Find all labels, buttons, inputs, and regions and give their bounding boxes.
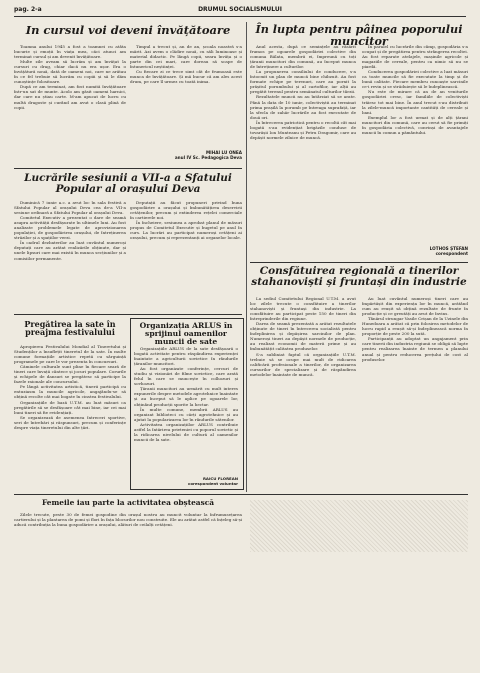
article-paragraph: În paralel cu lucrările din câmp, gospodăria s-a ocupat și de pregătirea pentru strângerea recoltei. Au fost reparate atelajele, mașinile agricole și magaziile de cereale, pentru ca nimic să nu se piardă.: [362, 44, 468, 70]
column-rule: [246, 22, 247, 492]
article-body-paine-col1: [250, 44, 356, 258]
article-paragraph: În cadrul dezbaterilor au luat cuvântul numeroși deputați care au arătat realizările obținute, dar și unele lipsuri care mai există în munca secțiunilor și a comisiilor permanente.: [14, 240, 126, 261]
article-paragraph: Se organizează de asemenea întreceri sportive, seri de întrebări și răspunsuri, precum și conferințe despre viața tineretului din alte țări.: [14, 414, 126, 430]
running-head: [14, 4, 466, 17]
article-body-invatatoare-col2: [130, 44, 242, 148]
scan-texture: [250, 500, 468, 552]
article-paragraph: În întrecerea patriotică pentru o recoltă cât mai bogată s-au evidențiat brigăzile conduse de tovarășii Ion Munteanu și Petru Dragomir, care au depășit normele zilnice de muncă.: [250, 119, 356, 140]
article-body-femeile: [14, 512, 242, 552]
article-paragraph: Zilele trecute, peste 30 de femei gospodine din orașul nostru au muncit voluntar la înfrumusețarea cartierului și la plantarea de pomi și flori în fața blocurilor nou construite. Ele au arătat astfel că înțeleg să-și aducă contribuția la buna gospodărire a orașului, alături de ceilalți cetățeni.: [14, 512, 242, 528]
article-paragraph: În multe comune, membrii ARLUS au organizat biblioteci cu cărți agrotehnice și au ajutat la popularizarea lor în rândurile sătenilor.: [134, 406, 238, 422]
article-paragraph: Cu fiecare zi ce trece simt cât de frumoasă este munca de învățătoare. Și mă bucur că am ales acest drum, pe care îl urmez cu toată inima.: [130, 69, 242, 85]
article-paragraph: Darea de seamă prezentată a arătat rezultatele obținute de tineri în întrecerea socialistă pentru îndeplinirea și depășirea sarcinilor de plan. Numeroși tineri au depășit normele de producție, au realizat economii de materii prime și au îmbunătățit calitatea produselor.: [250, 321, 356, 352]
divider: [14, 494, 468, 495]
divider: [14, 314, 242, 315]
article-body-consfatuire-col1: [250, 296, 356, 492]
article-body-sfatul-popular-col1: [14, 200, 126, 310]
article-signature-invatatoare: MIHAI LU ONEA anul IV Sc. Pedagogica Deva: [174, 150, 242, 160]
article-title-arlus: Organizația ARLUS în sprijinul oamenilor muncii de sate: [139, 321, 233, 346]
article-paragraph: Organizațiile de bază U.T.M. au luat măsuri ca pregătirile să se desfășoare cât mai bine, iar cei mai buni tineri să fie evidențiați.: [14, 399, 126, 415]
article-paragraph: Au fost organizate conferințe, cercuri de studiu și vizionări de filme sovietice, care arată felul în care se muncește în colhozuri și sovhozuri.: [134, 366, 238, 387]
article-paragraph: Deputații au făcut propuneri privind buna gospodărire a orașului și îmbunătățirea deservirii cetățenilor, precum și extinderea rețelei comerciale în cartierele noi.: [130, 200, 242, 221]
article-signature-paine: LOTHOS ȘTEFAN corespondent: [429, 246, 468, 256]
article-paragraph: Pe lângă activitatea artistică, tinerii participă cu entuziasm la muncile agricole, angajându-se să obțină recolte cât mai bogate în cinstea festivalului.: [14, 384, 126, 400]
article-body-sate: [14, 344, 126, 486]
article-paragraph: Comitetul Executiv a prezentat o dare de seamă asupra activității desfășurate în ultimele luni. Au fost analizate problemele legate de aprovizionarea populației, de gospodărirea orașului, de întreținerea străzilor și a spațiilor verzi.: [14, 215, 126, 241]
article-signature-arlus: RAICU FLOREAN corespondent voluntar: [188, 476, 238, 486]
article-title-paine: În lupta pentru pâinea poporului muncitor: [255, 22, 463, 48]
article-paragraph: Căminele culturale sunt pline în fiecare seară de tineri care învață cântece și jocuri populare. Corurile și echipele de dansuri se pregătesc să participe la fazele raionale ale concursului.: [14, 364, 126, 385]
article-paragraph: La propunerea consiliului de conducere, s-a întocmit un plan de muncă bine chibzuit. Au fost formate echipe pe terenuri, care au pornit la prășitul porumbului și al cartofilor, iar alții au pregătit terenul pentru semănatul culturilor târzii.: [250, 69, 356, 95]
article-paragraph: Au luat cuvântul numeroși tineri care au împărtășit din experiența lor în muncă, arătând cum au reușit să obțină rezultate de frunte în producție și ce greutăți au avut de învins.: [362, 296, 468, 317]
article-paragraph: Exemplul lor a fost urmat și de alți țărani muncitori din comună, care au cerut să fie primiți în gospodăria colectivă, convinși de avantajele muncii în comun a pământului.: [362, 114, 468, 135]
article-title-femeile: Femeile iau parte la activitatea obștească: [41, 498, 215, 507]
article-body-sfatul-popular-col2: [130, 200, 242, 310]
article-paragraph: Multe zile aveam să lucrăm și am învățat la cursuri cu drag, chiar dacă nu era ușor. Era o învățătură nouă, dată de oameni noi, care ne arătau în ce fel trebuie să lucrăm cu copiii și să le dăm cunoștințe folositoare.: [14, 59, 126, 85]
article-body-consfatuire-col2: [362, 296, 468, 492]
article-title-sate: Pregătirea la sate în preajma festivalului: [24, 319, 116, 338]
article-title-sfatul-popular: Lucrările sesiunii a VII-a a Sfatului Popular al orașului Deva: [24, 172, 232, 196]
article-paragraph: Organizațiile ARLUS de la sate desfășoară o bogată activitate pentru răspândirea experienței înaintate a agriculturii sovietice în rândurile țăranilor muncitori.: [134, 346, 238, 367]
article-body-invatatoare-col1: [14, 44, 126, 162]
article-paragraph: Apropierea Festivalului Mondial al Tineretului și Studenților a însuflețit tineretul de la sate. În multe comune formațiile artistice repetă cu sârguință programele pe care le vor prezenta în concursuri.: [14, 344, 126, 365]
article-title-consfatuire: Consfătuirea regională a tinerilor stahanoviști și fruntași din industrie: [251, 265, 467, 289]
article-paragraph: Tânărul strungar Vasile Crișan de la Uzinele din Hunedoara a arătat că prin folosirea metodelor de lucru rapid a reușit să-și îndeplinească norma în proporție de peste 200 la sută.: [362, 316, 468, 337]
article-paragraph: Nu este de mirare că an de an veniturile gospodăriei cresc, iar familiile de colectiviști trăiesc tot mai bine. În anul trecut s-au distribuit la zilele-muncă importante cantități de cereale și bani.: [362, 89, 468, 115]
divider: [250, 262, 468, 263]
article-body-arlus: [134, 346, 238, 474]
divider: [14, 168, 242, 169]
article-body-paine-col2: [362, 44, 468, 244]
article-paragraph: Anul acesta, după ce semințele au răsărit frumos pe ogoarele gospodăriei colective din comuna Bălata, membrii ei, împreună cu toți țăranii muncitori din comună, au început munca de întreținere a culturilor.: [250, 44, 356, 70]
article-paragraph: După ce am terminat, am fost numită învățătoare într-un sat de munte. Acolo am găsit oameni harnici, dar care nu știau carte. M-am apucat de lucru cu multă dragoste și curând am avut o clasă plină de copii.: [14, 84, 126, 110]
article-paragraph: Activitatea organizațiilor ARLUS contribuie astfel la întărirea prieteniei cu poporul sovietic și la ridicarea nivelului de cultură al oamenilor muncii de la sate.: [134, 421, 238, 442]
article-paragraph: În încheiere, sesiunea a aprobat planul de măsuri propus de Comitetul Executiv și bugetul pe anul în curs. La lucrări au participat numeroși cetățeni ai orașului, precum și reprezentanți ai organelor locale.: [130, 220, 242, 241]
article-paragraph: Rezultatele muncii nu au întârziat să se arate. Până la data de 10 iunie, colectiviștii au terminat prima prașilă la porumb pe întreaga suprafață, iar la sfecla de zahăr lucrările au fost executate de două ori.: [250, 94, 356, 120]
article-paragraph: Participanții au adoptat un angajament prin care tinerii din industria regiunii se obligă să lupte pentru realizarea înainte de termen a planului anual și pentru reducerea prețului de cost al produselor.: [362, 336, 468, 362]
article-title-invatatoare: In cursul voi deveni învățătoare: [25, 23, 231, 37]
article-paragraph: S-a subliniat faptul că organizațiile U.T.M. trebuie să se ocupe mai mult de ridicarea calificării profesionale a tinerilor, de organizarea cursurilor de specializare și de răspândirea metodelor înaintate de muncă.: [250, 351, 356, 377]
article-paragraph: Conducerea gospodăriei colective a luat măsuri ca toate muncile să fie executate la timp și de bună calitate. Fiecare membru cunoaște sarcinile ce-i revin și se străduiește să le îndeplinească.: [362, 69, 468, 90]
newspaper-name: DRUMUL SOCIALISMULUI: [198, 6, 282, 13]
article-paragraph: La sediul Comitetului Regional U.T.M. a avut loc zilele trecute o consfătuire a tinerilor stahanoviști și fruntași din industrie. La consfătuire au participat peste 150 de tineri din întreprinderile din regiune.: [250, 296, 356, 322]
article-paragraph: Duminică 7 iunie a.c. a avut loc în sala festivă a Sfatului Popular al orașului Deva cea de-a VII-a sesiune ordinară a Sfatului Popular al orașului Deva.: [14, 200, 126, 216]
page-number: pag. 2-a: [14, 6, 42, 13]
article-paragraph: Timpul a trecut și, an de an, școala noastră s-a mărit. Azi avem o clădire nouă, cu săli luminoase și material didactic. Pe lângă copii, seara învăța și o parte din cei mari, care doreau să scape de întunericul neștiinței.: [130, 44, 242, 70]
article-paragraph: Toamna anului 1945 a fost a toamnei cu atâta bucurie și emoții în viața mea, căci atunci am terminat cursul și am devenit învățătoare.: [14, 44, 126, 60]
article-paragraph: Țăranii muncitori au urmărit cu mult interes expunerile despre metodele agrotehnice înaintate și au început să le aplice pe ogoarele lor, obținând producții sporite la hectar.: [134, 386, 238, 407]
